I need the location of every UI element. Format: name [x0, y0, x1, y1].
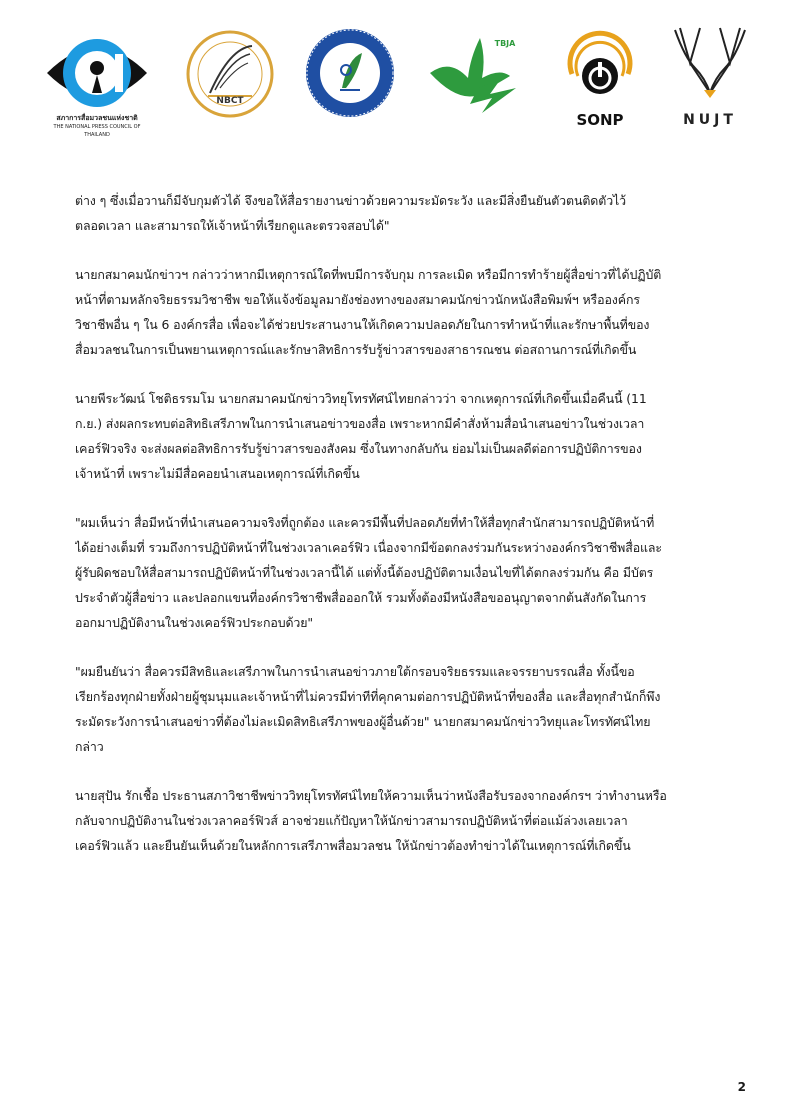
paragraph-line: ออกมาปฏิบัติงานในช่วงเคอร์ฟิวประกอบด้วย"	[75, 615, 314, 630]
paragraph-line: ประจำตัวผู้สื่อข่าว และปลอกแขนที่องค์กรวิชาชีพสื่อออกให้ รวมทั้งต้องมีหนังสือขออนุญาตจากต้นสังกัดในการ	[75, 590, 647, 605]
paragraph-line: เรียกร้องทุกฝ่ายทั้งฝ่ายผู้ชุมนุมและเจ้าหน้าที่ไม่ควรมีท่าทีที่คุกคามต่อการปฏิบัติหน้าที่ของสื่อ และสื่อทุกสำนักก็พึง	[75, 689, 661, 704]
paragraph-line: นายพีระวัฒน์ โชติธรรมโม นายกสมาคมนักข่าววิทยุโทรทัศน์ไทยกล่าวว่า จากเหตุการณ์ที่เกิดขึ้นเมื่อคืนนี้ (11	[75, 391, 647, 406]
paragraph-line: เคอร์ฟิวจริง จะส่งผลต่อสิทธิการรับรู้ข่าวสารของสังคม ซึ่งในทางกลับกัน ย่อมไม่เป็นผลดีต่อการปฏิบัติการของ	[75, 441, 642, 456]
sonp-logo	[560, 18, 640, 143]
logo-bar	[0, 18, 800, 143]
paragraph-4	[75, 510, 751, 635]
article-body	[75, 188, 751, 882]
paragraph-6	[75, 783, 751, 858]
paragraph-line: นายสุปัน รักเชื้อ ประธานสภาวิชาชีพข่าววิทยุโทรทัศน์ไทยให้ความเห็นว่าหนังสือรับรองจากองค์กรฯ ว่าทำงานหรือ	[75, 788, 667, 803]
national-press-council-logo	[42, 18, 152, 143]
tbja-label: TBJA	[494, 39, 516, 48]
paragraph-line: สื่อมวลชนในการเป็นพยานเหตุการณ์และรักษาสิทธิการรับรู้ข่าวสารของสาธารณชน ต่อสถานการณ์ที่เกิดขึ้น	[75, 342, 637, 357]
page-number: 2	[737, 1080, 746, 1094]
paragraph-line: นายกสมาคมนักข่าวฯ กล่าวว่าหากมีเหตุการณ์ใดที่พบมีการจับกุม การละเมิด หรือมีการทำร้ายผู้สื่อข่าวที่ได้ปฏิบัติ	[75, 267, 662, 282]
paragraph-line: ระมัดระวังการนำเสนอข่าวที่ต้องไม่ละเมิดสิทธิเสรีภาพของผู้อื่นด้วย" นายกสมาคมนักข่าววิทยุและโทรทัศน์ไทย	[75, 714, 651, 729]
paragraph-line: ต่าง ๆ ซึ่งเมื่อวานก็มีจับกุมตัวได้ จึงขอให้สื่อรายงานข่าวด้วยความระมัดระวัง และมีสิ่งยืนยันตัวตนติดตัวไว้	[75, 193, 627, 208]
nujt-label: NUJT	[683, 112, 737, 128]
nbct-logo	[180, 18, 280, 143]
paragraph-line: เคอร์ฟิวแล้ว และยืนยันเห็นด้วยในหลักการเสรีภาพสื่อมวลชน ให้นักข่าวต้องทำข่าวได้ในเหตุการณ์ที่เกิดขึ้น	[75, 838, 631, 853]
paragraph-line: ได้อย่างเต็มที่ รวมถึงการปฏิบัติหน้าที่ในช่วงเวลาเคอร์ฟิว เนื่องจากมีข้อตกลงร่วมกันระหว่างองค์กรวิชาชีพสื่อและ	[75, 540, 662, 555]
nujt-logo	[660, 18, 760, 143]
power-icon	[560, 18, 640, 110]
paragraph-line: "ผมเห็นว่า สื่อมีหน้าที่นำเสนอความจริงที่ถูกต้อง และควรมีพื้นที่ปลอดภัยที่ทำให้สื่อทุกสำนักสามารถปฏิบัติหน้าที่	[75, 515, 655, 530]
broadcast-seal-icon	[180, 18, 280, 128]
paragraph-line: กลับจากปฏิบัติงานในช่วงเวลาคอร์ฟิวส์ อาจช่วยแก้ปัญหาให้นักข่าวสามารถปฏิบัติหน้าที่ต่อแม้ล่วงเลยเวลา	[75, 813, 628, 828]
paragraph-line: ผู้รับผิดชอบให้สื่อสามารถปฏิบัติหน้าที่ในช่วงเวลานี้ได้ แต่ทั้งนี้ต้องปฏิบัติตามเงื่อนไขที่ได้ตกลงร่วมกัน คือ มีบัตร	[75, 565, 654, 580]
paragraph-line: เจ้าหน้าที่ เพราะไม่มีสื่อคอยนำเสนอเหตุการณ์ที่เกิดขึ้น	[75, 466, 360, 481]
nbct-label: NBCT	[216, 96, 244, 106]
tbja-logo	[420, 18, 530, 143]
sonp-label: SONP	[576, 111, 624, 129]
paragraph-3	[75, 386, 751, 486]
paragraph-line: หน้าที่ตามหลักจริยธรรมวิชาชีพ ขอให้แจ้งข้อมูลมายังช่องทางของสมาคมนักข่าวนักหนังสือพิมพ์ฯ หรือองค์กร	[75, 292, 640, 307]
paragraph-line: ก.ย.) ส่งผลกระทบต่อสิทธิเสรีภาพในการนำเสนอข่าวของสื่อ เพราะหากมีคำสั่งห้ามสื่อนำเสนอข่าวในช่วงเวลา	[75, 416, 645, 431]
dove-lightning-icon	[420, 18, 530, 128]
eye-icon	[42, 18, 152, 113]
npc-caption-en: THE NATIONAL PRESS COUNCIL OF THAILAND	[53, 124, 141, 138]
hands-icon	[660, 18, 760, 108]
paragraph-5	[75, 659, 751, 759]
paragraph-line: ตลอดเวลา และสามารถให้เจ้าหน้าที่เรียกดูและตรวจสอบได้"	[75, 218, 390, 233]
paragraph-line: กล่าว	[75, 739, 104, 754]
paragraph-1	[75, 188, 751, 238]
paragraph-2	[75, 262, 751, 362]
paragraph-line: "ผมยืนยันว่า สื่อควรมีสิทธิและเสรีภาพในการนำเสนอข่าวภายใต้กรอบจริยธรรมและจรรยาบรรณสื่อ ทั้งนี้ขอ	[75, 664, 635, 679]
quill-seal-icon	[300, 18, 400, 128]
npc-caption-th: สภาการสื่อมวลชนแห่งชาติ	[56, 114, 138, 122]
thai-journalists-association-logo	[300, 18, 400, 143]
paragraph-line: วิชาชีพอื่น ๆ ใน 6 องค์กรสื่อ เพื่อจะได้ช่วยประสานงานให้เกิดความปลอดภัยในการทำหน้าที่และรักษาพื้นที่ของ	[75, 317, 650, 332]
